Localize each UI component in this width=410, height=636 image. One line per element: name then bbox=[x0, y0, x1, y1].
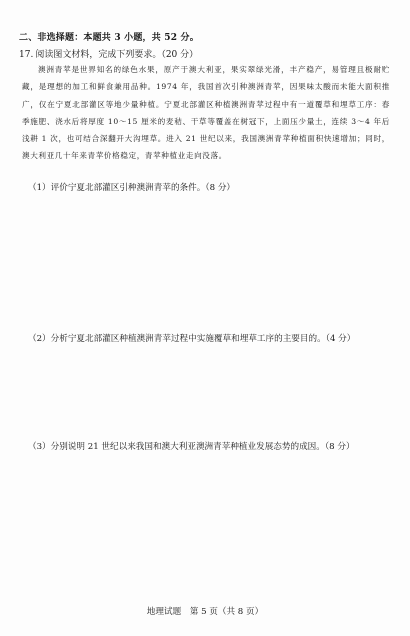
sub-question-3: （3）分别说明 21 世纪以来我国和澳大利亚澳洲青苹种植业发展态势的成因。（8 分） bbox=[28, 442, 355, 452]
question-prompt: 阅读图文材料，完成下列要求。（20 分） bbox=[35, 50, 199, 60]
question-header bbox=[19, 47, 198, 60]
sub-question-2: （2）分析宁夏北部灌区种植澳洲青苹过程中实施覆草和埋草工序的主要目的。（4 分） bbox=[28, 334, 356, 344]
question-number: 17. bbox=[19, 50, 34, 60]
page-footer: 地理试题 第 5 页（共 8 页） bbox=[146, 607, 264, 617]
sub-question-1: （1）评价宁夏北部灌区引种澳洲青苹的条件。（8 分） bbox=[28, 183, 236, 193]
section-heading: 二、非选择题：本题共 3 小题，共 52 分。 bbox=[19, 33, 199, 43]
reading-passage: 澳洲青苹是世界知名的绿色水果，原产于澳大利亚，果实翠绿光滑，丰产稳产，易管理且极耐贮藏，是理想的加工和鲜食兼用品种。1974 年，我国首次引种澳洲青苹，因果味太酸而未能大面积推广，仅在宁夏北部灌区等地少量种植。宁夏北部灌区种植澳洲青苹过程中有一道覆草和埋草工序：春季施肥、浇水后将厚度 10～15 厘米的麦秸、干草等覆盖在树冠下，上面压少量土，连续 3～4 年后浅耕 1 次，也可结合深翻开大沟埋草。进入 21 世纪以来，我国澳洲青苹种植面积快速增加；同时，澳大利亚几十年来青苹价格稳定，青苹种植业走向没落。 bbox=[22, 65, 390, 161]
